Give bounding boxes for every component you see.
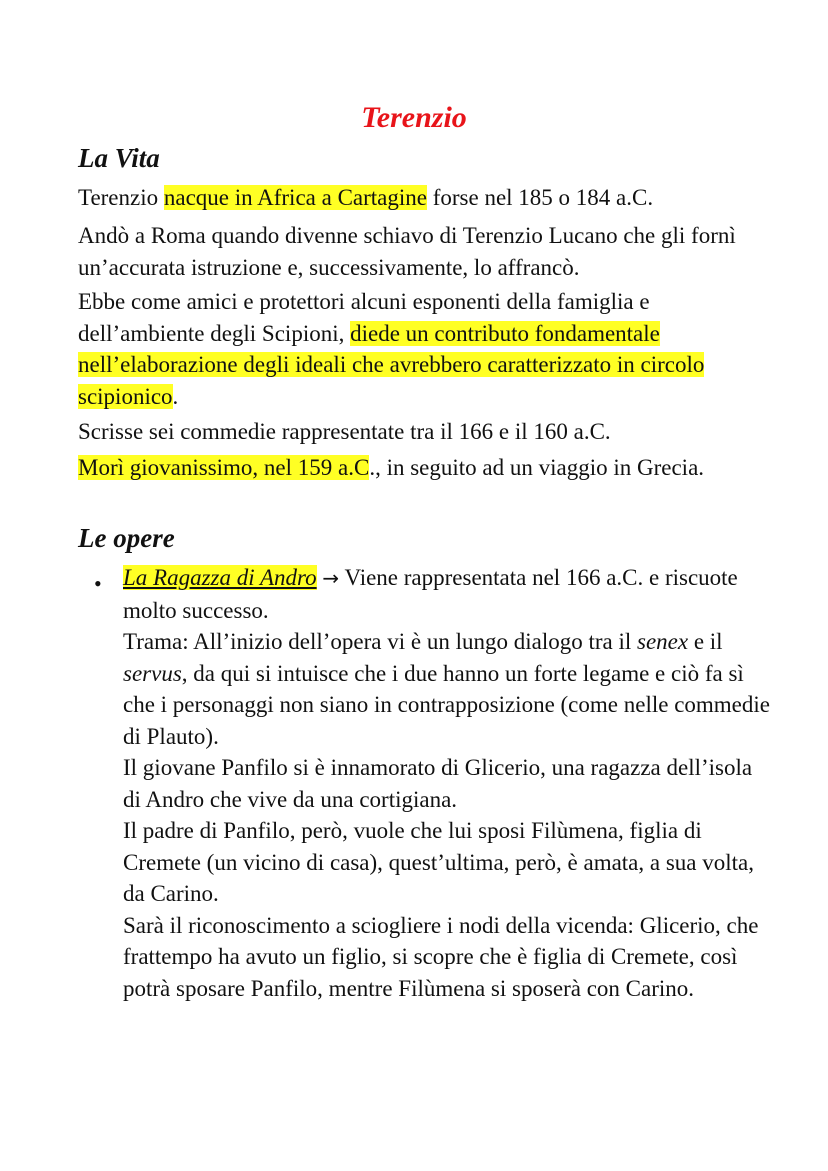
paragraph-text: .: [172, 383, 179, 409]
bullet-icon: •: [94, 571, 102, 596]
paragraph-scipioni: [78, 286, 768, 412]
term-senex: senex: [637, 629, 689, 654]
paragraph-text: ., in seguito ad un viaggio in Grecia.: [369, 455, 705, 480]
term-servus: servus: [123, 660, 182, 686]
list-item-ragazza-di-andro: [123, 562, 773, 1004]
paragraph-text: Terenzio: [78, 185, 164, 210]
paragraph-text: , da qui si intuisce che i due hanno un forte legame e ciò fa sì che i personaggi non siano in contrapposizione (come nelle commedie di Plauto).: [123, 660, 770, 749]
plot-paragraph: Il padre di Panfilo, però, vuole che lui sposi Filùmena, figlia di Cremete (un vicino di casa), quest’ultima, però, è amata, a sua volta, da Carino.: [123, 818, 754, 906]
plot-paragraph: Il giovane Panfilo si è innamorato di Glicerio, una ragazza dell’isola di Andro che vive da una cortigiana.: [123, 755, 753, 812]
paragraph-text: Viene rappresentata nel 166 a.C. e riscuote molto successo.: [123, 565, 738, 623]
paragraph-birth: [78, 182, 768, 214]
section-heading-vita: La Vita: [78, 143, 160, 173]
paragraph-death: [78, 452, 768, 484]
work-intro: [123, 562, 773, 626]
paragraph-text: e il: [688, 629, 723, 654]
paragraph-comedies: Scrisse sei commedie rappresentate tra il 166 e il 160 a.C.: [78, 419, 611, 444]
section-heading-opere: Le opere: [78, 523, 175, 553]
highlighted-text: Morì giovanissimo, nel 159 a.C: [78, 455, 370, 480]
paragraph-text: Trama: All’inizio dell’opera vi è un lungo dialogo tra il: [123, 629, 637, 654]
page-title: Terenzio: [361, 101, 467, 134]
plot-paragraph: [123, 626, 773, 752]
arrow-right-icon: →: [322, 566, 340, 590]
paragraph-text: forse nel 185 o 184 a.C.: [426, 185, 654, 210]
plot-paragraph: Sarà il riconoscimento a sciogliere i nodi della vicenda: Glicerio, che frattempo ha avuto un figlio, si scopre che è figlia di Cremete, così potrà sposare Panfilo, mentre Filùmena si sposerà con Carino.: [123, 912, 759, 1001]
paragraph-text: Ebbe come amici e protettori alcuni esponenti della famiglia e dell’ambiente degli Scipioni,: [78, 289, 650, 346]
work-title: La Ragazza di Andro: [123, 565, 317, 590]
paragraph-rome: Andò a Roma quando divenne schiavo di Terenzio Lucano che gli fornì un’accurata istruzione e, successivamente, lo affrancò.: [78, 223, 736, 280]
highlighted-text: diede un contributo fondamentale nell’elaborazione degli ideali che avrebbero caratterizzato in circolo scipionico: [78, 320, 705, 409]
highlighted-text: nacque in Africa a Cartagine: [163, 185, 427, 210]
